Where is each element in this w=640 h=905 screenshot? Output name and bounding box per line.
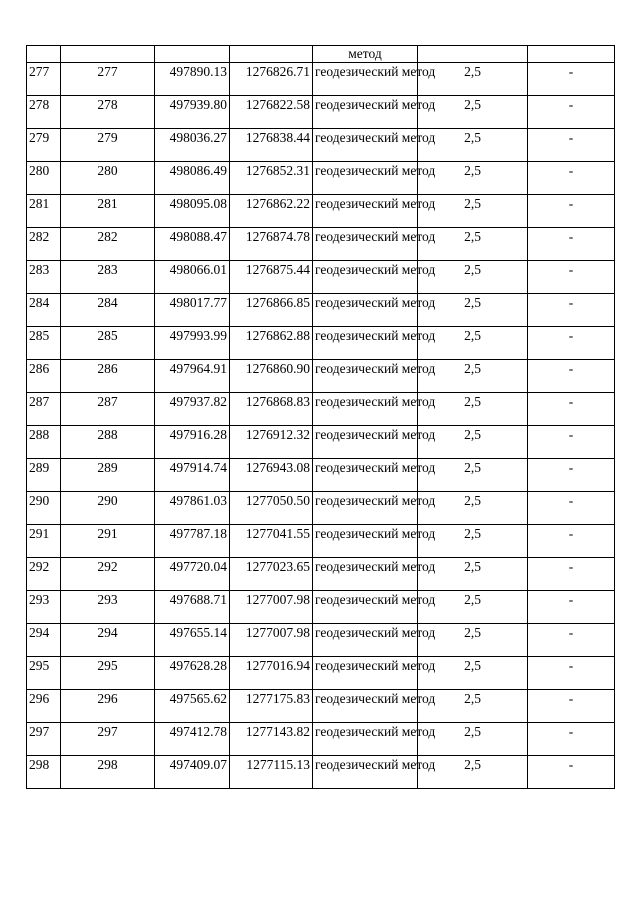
cell-number: 285 — [27, 327, 61, 360]
cell-accuracy: 2,5 — [418, 624, 528, 657]
cell-number: 277 — [27, 63, 61, 96]
cell-method: геодезический метод — [313, 360, 418, 393]
table-body — [27, 46, 615, 789]
cell-number: 282 — [27, 228, 61, 261]
cell-number: 286 — [27, 360, 61, 393]
table-row — [27, 525, 615, 558]
table-row — [27, 360, 615, 393]
cell-point-name: 281 — [61, 195, 155, 228]
cell-method: геодезический метод — [313, 624, 418, 657]
table-row — [27, 459, 615, 492]
cell-method: геодезический метод — [313, 195, 418, 228]
table-row — [27, 327, 615, 360]
table-row — [27, 558, 615, 591]
cell-y: 1276866.85 — [230, 294, 313, 327]
cell-method: геодезический метод — [313, 426, 418, 459]
cell-description: - — [528, 525, 615, 558]
cell-accuracy: 2,5 — [418, 294, 528, 327]
cell-accuracy: 2,5 — [418, 723, 528, 756]
cell-x: 497565.62 — [155, 690, 230, 723]
cell-x: 497916.28 — [155, 426, 230, 459]
cell-number: 281 — [27, 195, 61, 228]
cell-accuracy: 2,5 — [418, 393, 528, 426]
cell-x — [155, 46, 230, 63]
cell-point-name — [61, 46, 155, 63]
cell-accuracy — [418, 46, 528, 63]
cell-method: геодезический метод — [313, 492, 418, 525]
cell-y: 1276943.08 — [230, 459, 313, 492]
cell-x: 497720.04 — [155, 558, 230, 591]
cell-point-name: 283 — [61, 261, 155, 294]
table-row — [27, 228, 615, 261]
cell-description: - — [528, 492, 615, 525]
cell-y: 1277175.83 — [230, 690, 313, 723]
cell-method: геодезический метод — [313, 63, 418, 96]
cell-number: 278 — [27, 96, 61, 129]
cell-method: геодезический метод — [313, 327, 418, 360]
cell-y: 1277016.94 — [230, 657, 313, 690]
cell-method: метод — [313, 46, 418, 63]
cell-point-name: 277 — [61, 63, 155, 96]
cell-x: 498095.08 — [155, 195, 230, 228]
cell-y: 1276868.83 — [230, 393, 313, 426]
cell-accuracy: 2,5 — [418, 558, 528, 591]
cell-description: - — [528, 96, 615, 129]
cell-y: 1277023.65 — [230, 558, 313, 591]
cell-number: 292 — [27, 558, 61, 591]
cell-accuracy: 2,5 — [418, 525, 528, 558]
cell-x: 498017.77 — [155, 294, 230, 327]
cell-number — [27, 46, 61, 63]
cell-y: 1276822.58 — [230, 96, 313, 129]
cell-point-name: 289 — [61, 459, 155, 492]
cell-description — [528, 46, 615, 63]
cell-number: 283 — [27, 261, 61, 294]
table-row — [27, 690, 615, 723]
cell-accuracy: 2,5 — [418, 63, 528, 96]
cell-method: геодезический метод — [313, 756, 418, 789]
table-row — [27, 426, 615, 459]
table-row — [27, 63, 615, 96]
cell-point-name: 290 — [61, 492, 155, 525]
cell-method: геодезический метод — [313, 657, 418, 690]
cell-accuracy: 2,5 — [418, 195, 528, 228]
cell-number: 291 — [27, 525, 61, 558]
cell-description: - — [528, 294, 615, 327]
cell-y: 1276874.78 — [230, 228, 313, 261]
cell-x: 497939.80 — [155, 96, 230, 129]
table-row — [27, 129, 615, 162]
cell-method: геодезический метод — [313, 129, 418, 162]
cell-point-name: 291 — [61, 525, 155, 558]
cell-x: 498086.49 — [155, 162, 230, 195]
table-row — [27, 492, 615, 525]
cell-x: 498036.27 — [155, 129, 230, 162]
cell-y: 1277050.50 — [230, 492, 313, 525]
cell-y: 1276862.22 — [230, 195, 313, 228]
table-row — [27, 723, 615, 756]
cell-number: 297 — [27, 723, 61, 756]
cell-point-name: 296 — [61, 690, 155, 723]
cell-accuracy: 2,5 — [418, 492, 528, 525]
cell-method: геодезический метод — [313, 525, 418, 558]
cell-method: геодезический метод — [313, 591, 418, 624]
cell-method: геодезический метод — [313, 558, 418, 591]
table-row — [27, 96, 615, 129]
table-row — [27, 591, 615, 624]
cell-y: 1277007.98 — [230, 624, 313, 657]
cell-accuracy: 2,5 — [418, 426, 528, 459]
cell-accuracy: 2,5 — [418, 591, 528, 624]
cell-point-name: 297 — [61, 723, 155, 756]
cell-method: геодезический метод — [313, 459, 418, 492]
cell-x: 498066.01 — [155, 261, 230, 294]
cell-description: - — [528, 558, 615, 591]
table-row — [27, 393, 615, 426]
cell-point-name: 279 — [61, 129, 155, 162]
cell-number: 293 — [27, 591, 61, 624]
cell-description: - — [528, 756, 615, 789]
cell-number: 284 — [27, 294, 61, 327]
cell-method: геодезический метод — [313, 162, 418, 195]
cell-x: 497688.71 — [155, 591, 230, 624]
cell-description: - — [528, 690, 615, 723]
table-row — [27, 162, 615, 195]
cell-description: - — [528, 624, 615, 657]
cell-accuracy: 2,5 — [418, 228, 528, 261]
cell-accuracy: 2,5 — [418, 459, 528, 492]
cell-y: 1276860.90 — [230, 360, 313, 393]
cell-description: - — [528, 591, 615, 624]
cell-method: геодезический метод — [313, 96, 418, 129]
cell-method: геодезический метод — [313, 723, 418, 756]
cell-description: - — [528, 657, 615, 690]
cell-x: 497409.07 — [155, 756, 230, 789]
cell-description: - — [528, 63, 615, 96]
cell-x: 497964.91 — [155, 360, 230, 393]
cell-description: - — [528, 393, 615, 426]
cell-description: - — [528, 426, 615, 459]
cell-point-name: 298 — [61, 756, 155, 789]
cell-accuracy: 2,5 — [418, 657, 528, 690]
cell-point-name: 280 — [61, 162, 155, 195]
cell-description: - — [528, 228, 615, 261]
cell-method: геодезический метод — [313, 261, 418, 294]
cell-x: 498088.47 — [155, 228, 230, 261]
cell-x: 497914.74 — [155, 459, 230, 492]
cell-y: 1277143.82 — [230, 723, 313, 756]
cell-point-name: 287 — [61, 393, 155, 426]
cell-point-name: 288 — [61, 426, 155, 459]
cell-description: - — [528, 261, 615, 294]
cell-point-name: 285 — [61, 327, 155, 360]
cell-point-name: 293 — [61, 591, 155, 624]
cell-number: 280 — [27, 162, 61, 195]
cell-description: - — [528, 195, 615, 228]
cell-y: 1277007.98 — [230, 591, 313, 624]
cell-point-name: 284 — [61, 294, 155, 327]
cell-x: 497787.18 — [155, 525, 230, 558]
cell-method: геодезический метод — [313, 393, 418, 426]
cell-y: 1276826.71 — [230, 63, 313, 96]
cell-number: 296 — [27, 690, 61, 723]
cell-point-name: 295 — [61, 657, 155, 690]
cell-method: геодезический метод — [313, 228, 418, 261]
cell-description: - — [528, 459, 615, 492]
cell-description: - — [528, 327, 615, 360]
cell-accuracy: 2,5 — [418, 261, 528, 294]
cell-description: - — [528, 723, 615, 756]
cell-accuracy: 2,5 — [418, 360, 528, 393]
cell-number: 295 — [27, 657, 61, 690]
cell-y: 1276838.44 — [230, 129, 313, 162]
cell-y: 1276912.32 — [230, 426, 313, 459]
cell-y — [230, 46, 313, 63]
coordinates-table — [26, 45, 615, 789]
table-row — [27, 657, 615, 690]
cell-description: - — [528, 129, 615, 162]
cell-x: 497993.99 — [155, 327, 230, 360]
cell-method: геодезический метод — [313, 690, 418, 723]
table-row — [27, 756, 615, 789]
cell-method: геодезический метод — [313, 294, 418, 327]
cell-number: 287 — [27, 393, 61, 426]
cell-description: - — [528, 360, 615, 393]
cell-y: 1276862.88 — [230, 327, 313, 360]
table-row — [27, 294, 615, 327]
cell-point-name: 282 — [61, 228, 155, 261]
cell-x: 497890.13 — [155, 63, 230, 96]
cell-y: 1277115.13 — [230, 756, 313, 789]
cell-accuracy: 2,5 — [418, 327, 528, 360]
cell-accuracy: 2,5 — [418, 96, 528, 129]
table-row — [27, 261, 615, 294]
cell-accuracy: 2,5 — [418, 756, 528, 789]
cell-point-name: 292 — [61, 558, 155, 591]
cell-x: 497412.78 — [155, 723, 230, 756]
cell-description: - — [528, 162, 615, 195]
cell-y: 1276875.44 — [230, 261, 313, 294]
cell-y: 1277041.55 — [230, 525, 313, 558]
cell-number: 294 — [27, 624, 61, 657]
cell-x: 497937.82 — [155, 393, 230, 426]
cell-number: 279 — [27, 129, 61, 162]
cell-x: 497861.03 — [155, 492, 230, 525]
cell-point-name: 286 — [61, 360, 155, 393]
cell-accuracy: 2,5 — [418, 690, 528, 723]
cell-accuracy: 2,5 — [418, 162, 528, 195]
cell-number: 289 — [27, 459, 61, 492]
cell-y: 1276852.31 — [230, 162, 313, 195]
cell-accuracy: 2,5 — [418, 129, 528, 162]
table-row — [27, 195, 615, 228]
cell-number: 298 — [27, 756, 61, 789]
cell-number: 288 — [27, 426, 61, 459]
cell-point-name: 294 — [61, 624, 155, 657]
cell-point-name: 278 — [61, 96, 155, 129]
table-row — [27, 624, 615, 657]
cell-number: 290 — [27, 492, 61, 525]
continuation-row — [27, 46, 615, 63]
cell-x: 497655.14 — [155, 624, 230, 657]
cell-x: 497628.28 — [155, 657, 230, 690]
